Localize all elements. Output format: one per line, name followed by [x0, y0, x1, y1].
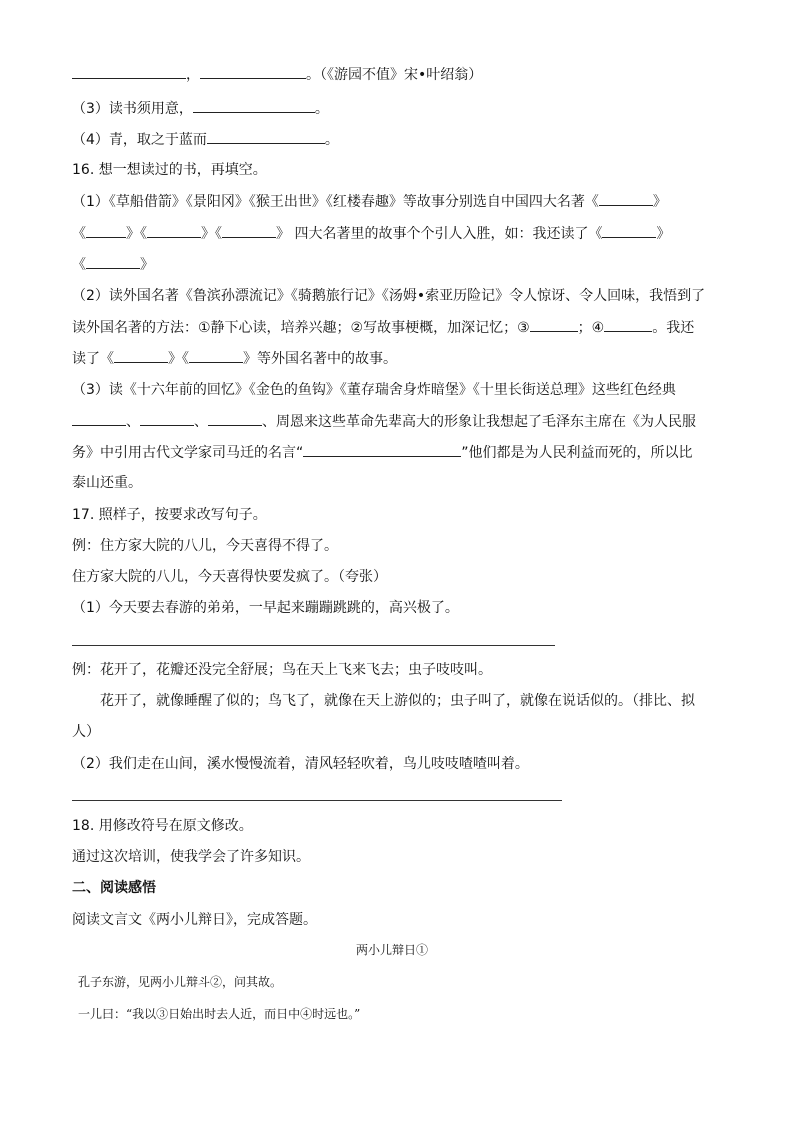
q17-item-1: （1）今天要去春游的弟弟，一早起来蹦蹦跳跳的，高兴极了。 — [72, 600, 459, 616]
answer-blank[interactable] — [189, 348, 243, 363]
q16-part1-line1: （1）《草船借箭》《景阳冈》《猴王出世》《红楼春趣》等故事分别选自中国四大名著《 》 — [72, 191, 667, 212]
answer-blank[interactable] — [599, 191, 653, 206]
q18-sentence: 通过这次培训，使我学会了许多知识。 — [72, 849, 310, 865]
answer-blank[interactable] — [604, 317, 652, 332]
answer-blank[interactable] — [208, 411, 262, 426]
q16-part3-line4: 泰山还重。 — [72, 475, 142, 491]
example-2-answer-cont: 人） — [72, 724, 100, 740]
fill-item-3: （3）读书须用意， 。 — [72, 98, 329, 119]
answer-blank[interactable] — [147, 223, 201, 238]
answer-blank[interactable] — [86, 223, 126, 238]
poem-fill-line: ， 。（《游园不值》宋•叶绍翁） — [72, 64, 482, 85]
passage-paragraph-2: 一儿曰：“我以③日始出时去人近，而日中④时远也。” — [78, 1007, 361, 1021]
passage-title: 两小儿辩日① — [356, 943, 429, 957]
question-17-title: 17. 照样子，按要求改写句子。 — [72, 507, 267, 523]
example-1-answer: 住方家大院的八儿，今天喜得快要发疯了。（夸张） — [72, 569, 387, 585]
answer-blank[interactable] — [193, 98, 315, 113]
answer-blank[interactable] — [530, 317, 578, 332]
answer-blank[interactable] — [207, 129, 325, 144]
answer-blank[interactable] — [222, 223, 276, 238]
q16-part2-line1: （2）读外国名著《鲁滨孙漂流记》《骑鹅旅行记》《汤姆•索亚历险记》令人惊讶、令人回味，我悟到了 — [72, 288, 706, 304]
example-2: 例：花开了，花瓣还没完全舒展；鸟在天上飞来飞去；虫子吱吱叫。 — [72, 662, 492, 678]
question-16-title: 16. 想一想读过的书，再填空。 — [72, 162, 267, 178]
q16-part1-line3: 《 》 — [72, 254, 154, 275]
answer-line[interactable] — [72, 645, 555, 646]
answer-blank[interactable] — [72, 64, 186, 79]
example-1: 例：住方家大院的八儿，今天喜得不得了。 — [72, 538, 338, 554]
passage-paragraph-1: 孔子东游，见两小儿辩斗②，问其故。 — [78, 975, 283, 989]
question-18-title: 18. 用修改符号在原文修改。 — [72, 818, 253, 834]
q17-item-2: （2）我们走在山间，溪水慢慢流着，清风轻轻吹着，鸟儿吱吱喳喳叫着。 — [72, 756, 529, 772]
q16-part3-line1: （3）读《十六年前的回忆》《金色的鱼钩》《董存瑞舍身炸暗堡》《十里长街送总理》这些红色经典 — [72, 382, 676, 398]
q16-part2-line3: 读了《 》《 》等外国名著中的故事。 — [72, 348, 397, 369]
answer-blank[interactable] — [200, 64, 306, 79]
answer-blank[interactable] — [72, 411, 126, 426]
answer-blank[interactable] — [140, 411, 194, 426]
example-2-answer: 花开了，就像睡醒了似的；鸟飞了，就像在天上游似的；虫子叫了，就像在说话似的。（排比、拟 — [100, 693, 695, 709]
q16-part2-line2: 读外国名著的方法：①静下心读，培养兴趣；②写故事梗概，加深记忆；③ ；④ 。我还 — [72, 317, 694, 338]
q16-part1-line2: 《 》《 》《 》 四大名著里的故事个个引人入胜，如：我还读了《 》 — [72, 223, 670, 244]
answer-blank[interactable] — [602, 223, 656, 238]
section-2-heading: 二、阅读感悟 — [72, 880, 156, 896]
answer-blank[interactable] — [86, 254, 140, 269]
q16-part3-line3: 务》中引用古代文学家司马迁的名言“ ”他们都是为人民利益而死的，所以比 — [72, 442, 693, 463]
reading-instruction: 阅读文言文《两小儿辩日》，完成答题。 — [72, 912, 317, 928]
answer-blank[interactable] — [303, 442, 461, 457]
answer-blank[interactable] — [114, 348, 168, 363]
fill-item-4: （4）青，取之于蓝而 。 — [72, 129, 339, 150]
q16-part3-line2: 、 、 、周恩来这些革命先辈高大的形象让我想起了毛泽东主席在《为人民服 — [72, 411, 696, 432]
answer-line[interactable] — [72, 800, 562, 801]
